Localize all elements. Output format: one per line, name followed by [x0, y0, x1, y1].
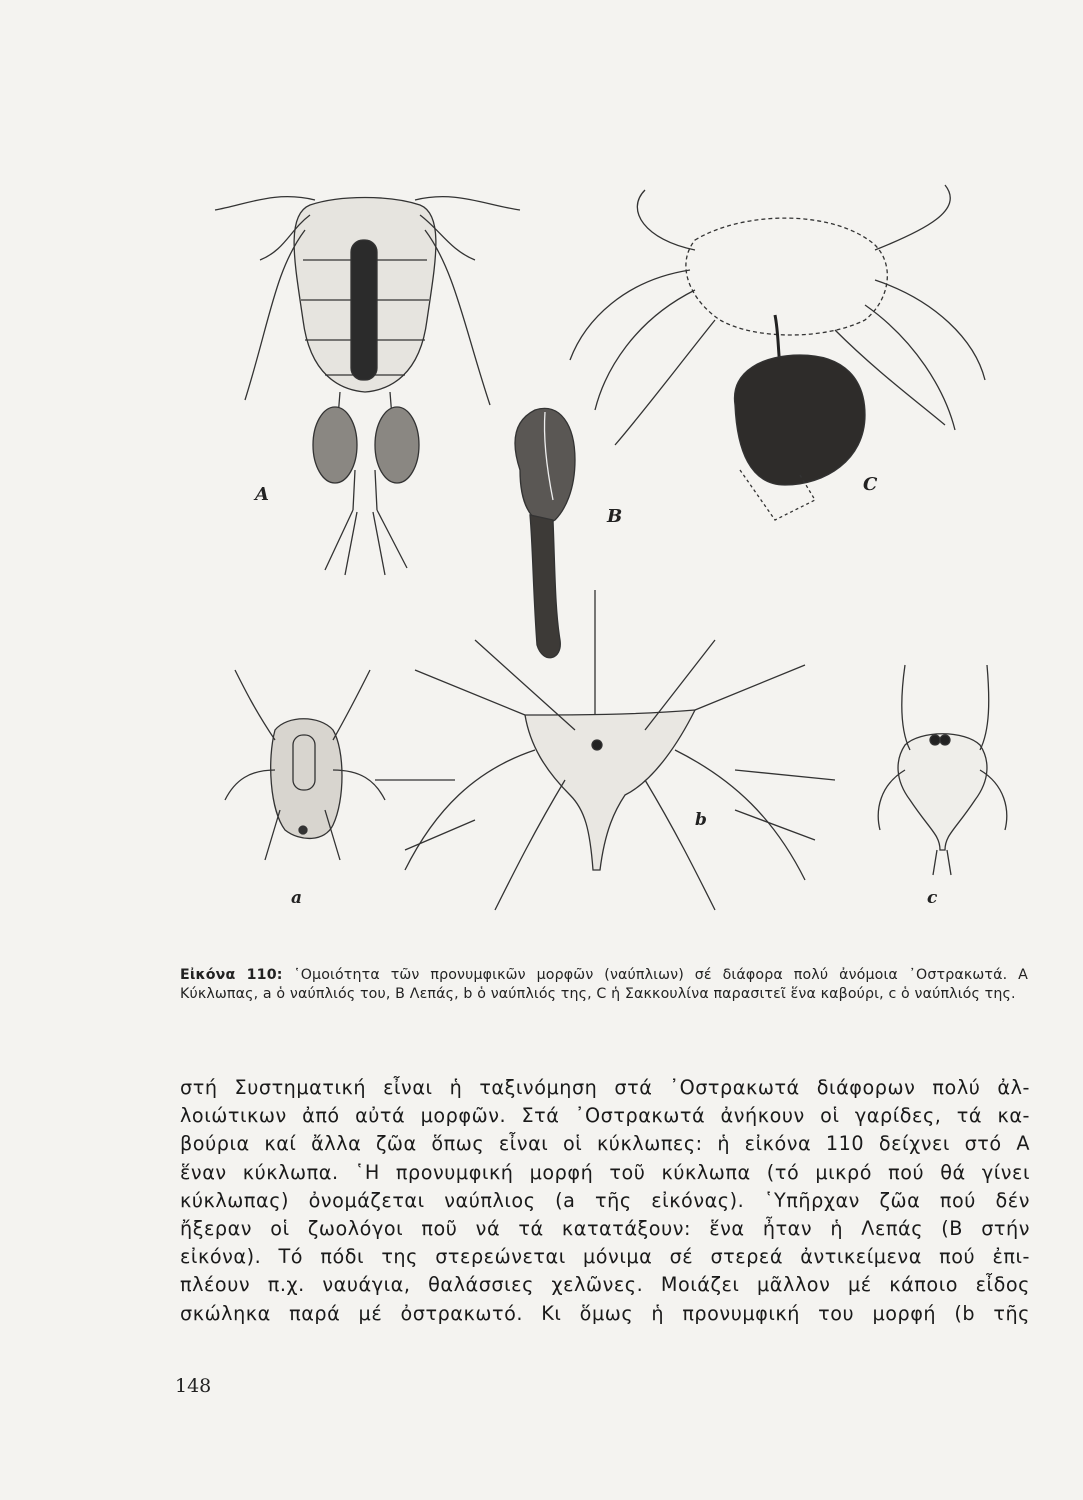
body-line: βούρια καί ἄλλα ζῶα ὅπως εἶναι οἱ κύκλωπες: ἡ εἰκόνα 110 δείχνει στό Α [180, 1132, 1030, 1156]
figure-illustration [175, 170, 1035, 960]
body-line: κύκλωπας) ὀνομάζεται ναύπλιος (a τῆς εἰκόνας). ῾Υπῆρχαν ζῶα πού δέν [180, 1188, 1030, 1212]
figure-label-a: a [291, 888, 303, 908]
body-line: ἤξεραν οἱ ζωολόγοι ποῦ νά τά κατατάξουν: ἕνα ἦταν ἡ Λεπάς (Β στήν [180, 1217, 1030, 1241]
figure-110 [175, 170, 1035, 960]
figure-label-b: b [695, 810, 707, 830]
body-line: ἕναν κύκλωπα. ῾Η προνυμφική μορφή τοῦ κύκλωπα (τό μικρό πού θά γίνει [180, 1160, 1030, 1184]
figure-label-A: A [255, 484, 269, 505]
figure-label-C: C [863, 474, 878, 495]
page-number: 148 [175, 1375, 212, 1397]
body-line: σκώληκα παρά μέ ὀστρακωτό. Κι ὅμως ἡ προνυμφική του μορφή (b τῆς [180, 1301, 1030, 1325]
cyclops-nauplius-drawing [225, 670, 385, 860]
figure-caption [180, 966, 1028, 1004]
cyclops-drawing [215, 197, 520, 575]
body-line: εἰκόνα). Τό πόδι της στερεώνεται μόνιμα σέ στερεά ἀντικείμενα πού ἐπι- [180, 1245, 1030, 1269]
caption-text: ῾Ομοιότητα τῶν προνυμφικῶν μορφῶν (ναύπλιων) σέ διάφορα πολύ ἀνόμοια ᾿Οστρακωτά. Α Κύκλωπας, a ὁ ναύπλιός του, Β Λεπάς, b ὁ ναύπλιός της, C ἡ Σακκουλίνα παρασιτεῖ ἕνα καβούρι, c ὁ ναύπλιός της. [180, 967, 1028, 1002]
figure-label-c: c [927, 888, 938, 908]
figure-label-B: B [607, 506, 623, 527]
lepas-drawing [515, 408, 575, 657]
crab-sacculina-drawing [570, 185, 985, 520]
body-paragraph [180, 1074, 1030, 1328]
body-line: λοιώτικων ἀπό αὐτά μορφῶν. Στά ᾿Οστρακωτά ἀνήκουν οἱ γαρίδες, τά κα- [180, 1104, 1030, 1128]
lepas-nauplius-drawing [375, 590, 835, 910]
body-line: στή Συστηματική εἶναι ἡ ταξινόμηση στά ᾿Οστρακωτά διάφορων πολύ ἀλ- [180, 1076, 1030, 1099]
sacculina-nauplius-drawing [878, 665, 1006, 875]
caption-lead: Εἰκόνα 110: [180, 967, 283, 983]
body-line: πλέουν π.χ. ναυάγια, θαλάσσιες χελῶνες. Μοιάζει μᾶλλον μέ κάποιο εἶδος [180, 1273, 1030, 1297]
